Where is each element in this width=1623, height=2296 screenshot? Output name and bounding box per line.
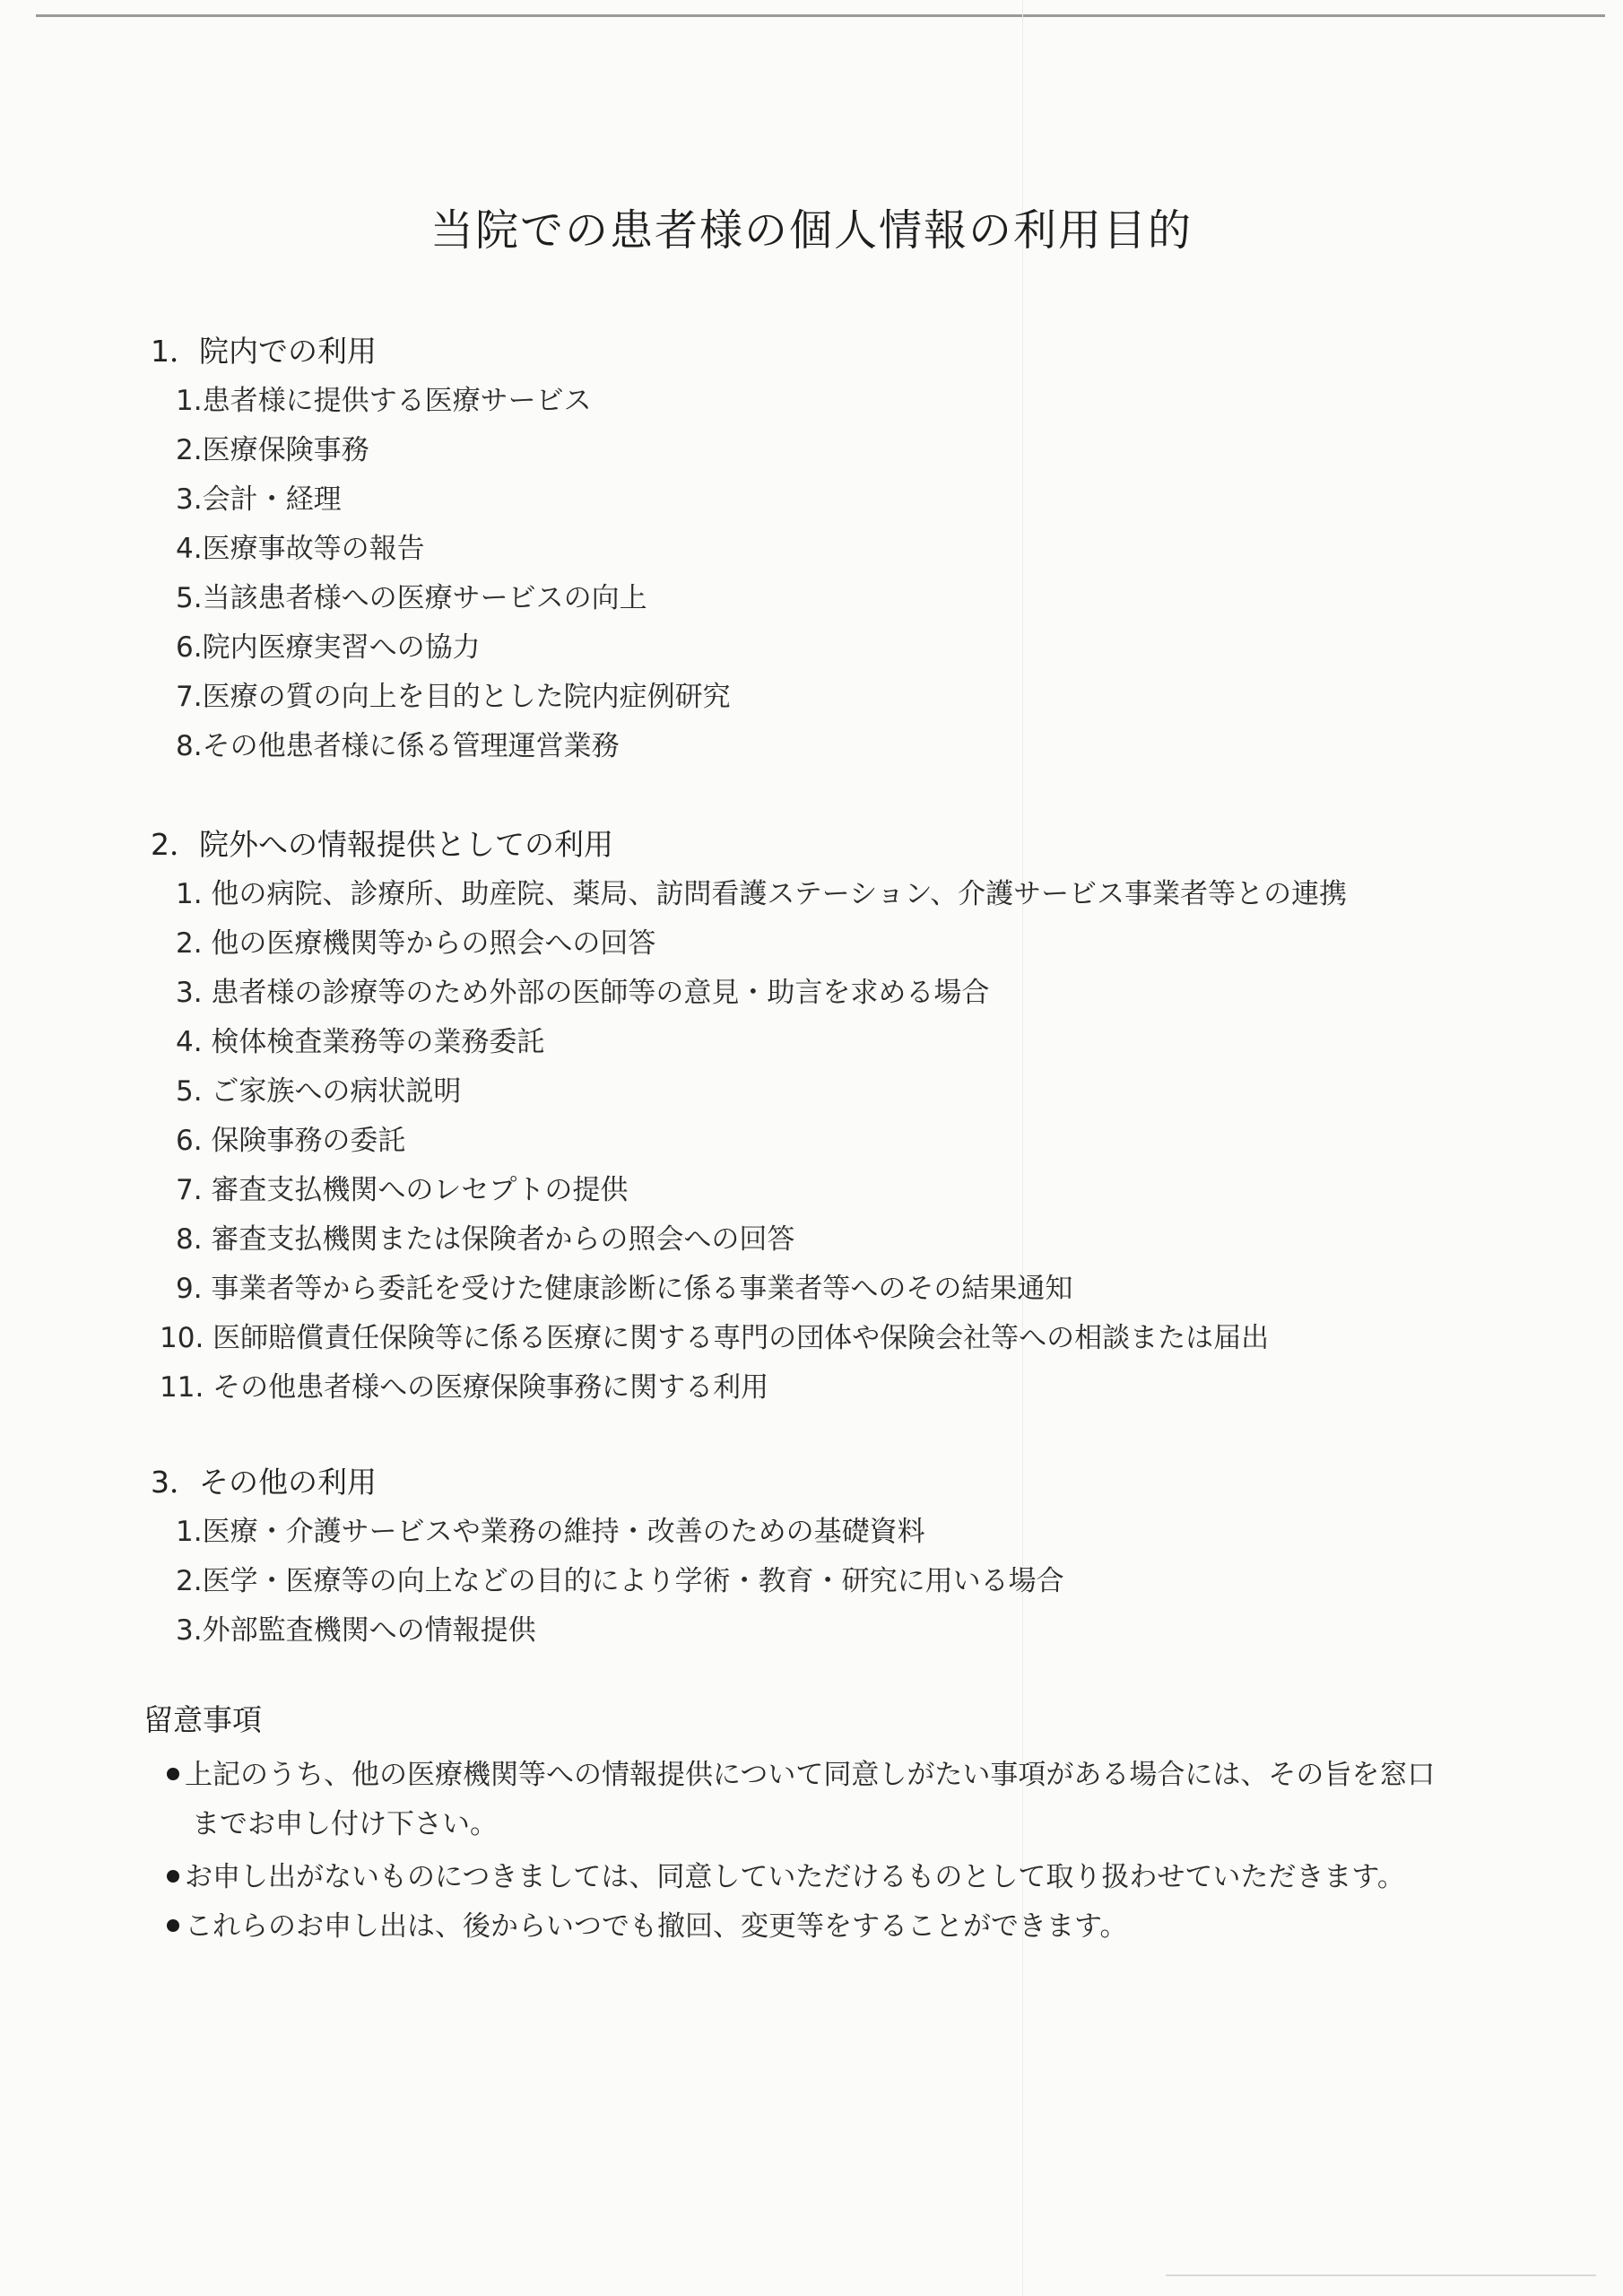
section-heading-in-hospital: 1．院内での利用	[151, 334, 377, 369]
list-item: 3.外部監査機関への情報提供	[176, 1614, 536, 1647]
bullet-icon	[167, 1919, 179, 1932]
fold-line	[1022, 0, 1023, 2296]
list-item: 7.医療の質の向上を目的とした院内症例研究	[176, 681, 731, 713]
bullet-icon	[167, 1768, 179, 1780]
top-rule	[36, 14, 1605, 17]
list-item: 2.医療保険事務	[176, 434, 369, 466]
list-item: 6.院内医療実習への協力	[176, 631, 481, 664]
page-title: 当院での患者様の個人情報の利用目的	[430, 205, 1193, 256]
list-item: 4.医療事故等の報告	[176, 533, 425, 565]
list-item: 3. 患者様の診療等のため外部の医師等の意見・助言を求める場合	[176, 977, 990, 1009]
list-item: 8. 審査支払機関または保険者からの照会への回答	[176, 1223, 795, 1256]
list-item: 7. 審査支払機関へのレセプトの提供	[176, 1174, 629, 1206]
list-item: 9. 事業者等から委託を受けた健康診断に係る事業者等へのその結果通知	[176, 1273, 1073, 1305]
notes-heading: 留意事項	[143, 1702, 262, 1737]
list-item: 10. 医師賠償責任保険等に係る医療に関する専門の団体や保険会社等への相談または届出	[160, 1322, 1270, 1354]
list-item: 5. ご家族への病状説明	[176, 1075, 462, 1108]
note-text: 上記のうち、他の医療機関等への情報提供について同意しがたい事項がある場合には、その旨を窓口	[185, 1759, 1436, 1791]
note-item	[167, 1903, 1128, 1944]
list-item: 8.その他患者様に係る管理運営業務	[176, 730, 620, 762]
note-text: これらのお申し出は、後からいつでも撤回、変更等をすることができます。	[185, 1910, 1128, 1943]
list-item: 6. 保険事務の委託	[176, 1125, 406, 1157]
list-item: 1.医療・介護サービスや業務の維持・改善のための基礎資料	[176, 1516, 925, 1548]
list-item: 1. 他の病院、診療所、助産院、薬局、訪問看護ステーション、介護サービス事業者等との連携	[176, 878, 1348, 910]
list-item: 5.当該患者様への医療サービスの向上	[176, 582, 647, 614]
note-continuation: までお申し付け下さい。	[192, 1808, 498, 1840]
list-item: 2.医学・医療等の向上などの目的により学術・教育・研究に用いる場合	[176, 1565, 1064, 1597]
bottom-rule	[1166, 2274, 1596, 2276]
list-item: 11. その他患者様への医療保険事務に関する利用	[160, 1371, 769, 1404]
list-item: 4. 検体検査業務等の業務委託	[176, 1026, 545, 1058]
list-item: 3.会計・経理	[176, 483, 342, 516]
section-heading-outside: 2．院外への情報提供としての利用	[151, 827, 613, 862]
section-heading-other: 3．その他の利用	[151, 1465, 377, 1500]
note-item	[167, 1854, 1405, 1894]
list-item: 2. 他の医療機関等からの照会への回答	[176, 927, 656, 960]
note-text: お申し出がないものにつきましては、同意していただけるものとして取り扱わせていただきます。	[185, 1861, 1405, 1893]
list-item: 1.患者様に提供する医療サービス	[176, 385, 592, 417]
note-item	[167, 1752, 1435, 1792]
bullet-icon	[167, 1870, 179, 1883]
